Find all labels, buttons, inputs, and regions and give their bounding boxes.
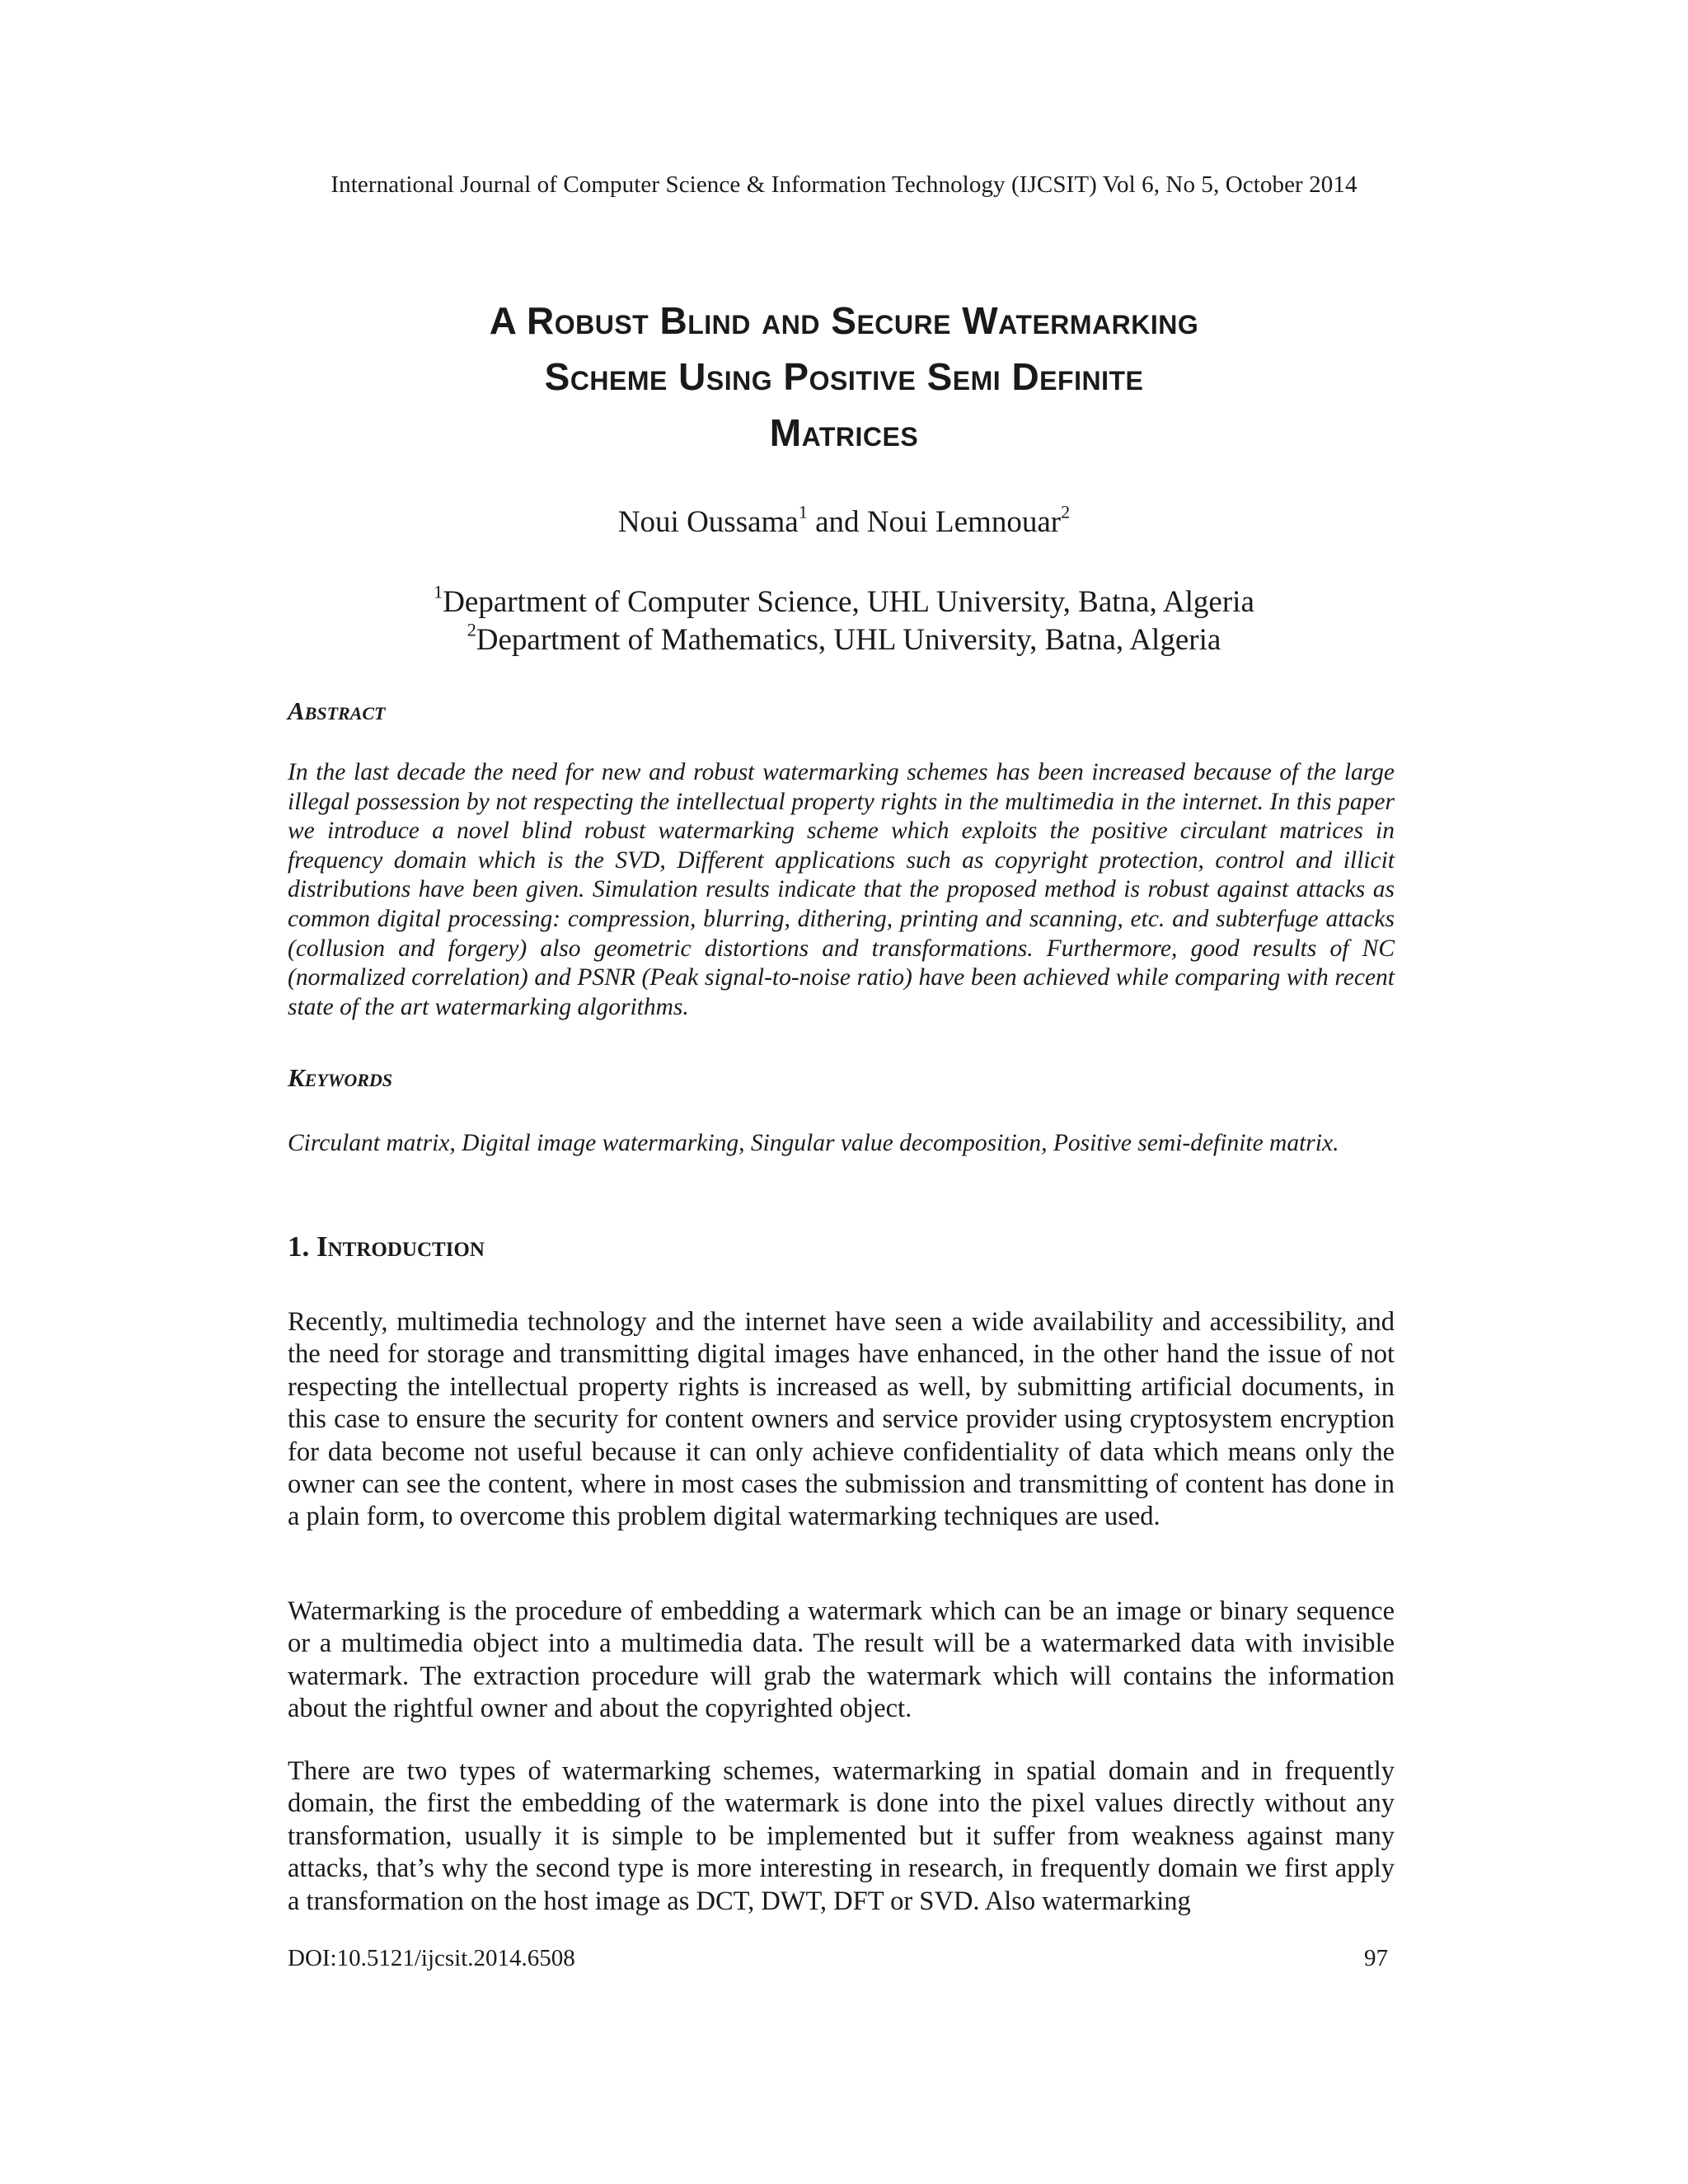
title-line-3: Matrices: [769, 411, 919, 454]
keywords-heading: Keywords: [288, 1063, 393, 1092]
abstract-heading: Abstract: [288, 696, 386, 725]
author-2-marker: 2: [1061, 501, 1071, 523]
author-1-name: Noui Oussama: [617, 505, 799, 539]
intro-paragraph-3: There are two types of watermarking schemes, watermarking in spatial domain and in frequently domain, the first the embedding of the watermark is done into the pixel values directly without any transformation, usually it is simple to be implemented but it suffer from weakness against many attacks, that’s why the second type is more interesting in research, in frequently domain we first apply a transformation on the host image as DCT, DWT, DFT or SVD. Also watermarking: [288, 1756, 1395, 1916]
affiliation-1-text: Department of Computer Science, UHL University, Batna, Algeria: [443, 585, 1254, 619]
keywords-text: Circulant matrix, Digital image watermarking, Singular value decomposition, Positive semi-definite matrix.: [288, 1130, 1339, 1156]
affiliation-2-marker: 2: [467, 619, 476, 640]
affiliation-2: [0, 621, 1688, 659]
author-1-marker: 1: [798, 501, 808, 523]
abstract-text: In the last decade the need for new and robust watermarking schemes has been increased because of the large illegal possession by not respecting the intellectual property rights in the multimedia in the internet. In this paper we introduce a novel blind robust watermarking scheme which exploits the positive circulant matrices in frequency domain which is the SVD, Different applications such as copyright protection, control and illicit distributions have been given. Simulation results indicate that the proposed method is robust against attacks as common digital processing: compression, blurring, dithering, printing and scanning, etc. and subterfuge attacks (collusion and forgery) also geometric distortions and transformations. Furthermore, good results of NC (normalized correlation) and PSNR (Peak signal-to-noise ratio) have been achieved while comparing with recent state of the art watermarking algorithms.: [288, 759, 1395, 1020]
intro-paragraph-2: Watermarking is the procedure of embedding a watermark which can be an image or binary sequence or a multimedia object into a multimedia data. The result will be a watermarked data with invisible watermark. The extraction procedure will grab the watermark which will contains the information about the rightful owner and about the copyrighted object.: [288, 1596, 1395, 1724]
affiliations: [0, 583, 1688, 659]
author-line: [0, 501, 1688, 540]
affiliation-1-marker: 1: [434, 581, 443, 602]
title-line-2: Scheme Using Positive Semi Definite: [544, 355, 1144, 398]
affiliation-1: [0, 583, 1688, 621]
author-separator: and: [807, 505, 867, 539]
affiliation-2-text: Department of Mathematics, UHL University, Batna, Algeria: [476, 623, 1221, 657]
intro-paragraph-1: Recently, multimedia technology and the internet have seen a wide availability and accessibility, and the need for storage and transmitting digital images have enhanced, in the other hand the issue of not respecting the intellectual property rights is increased as well, by submitting artificial documents, in this case to ensure the security for content owners and service provider using cryptosystem encryption for data become not useful because it can only achieve confidentiality of data which means only the owner can see the content, where in most cases the submission and transmitting of content has done in a plain form, to overcome this problem digital watermarking techniques are used.: [288, 1307, 1395, 1532]
introduction-heading: 1. Introduction: [288, 1230, 485, 1263]
author-2-name: Noui Lemnouar: [866, 505, 1062, 539]
title-line-1: A Robust Blind and Secure Watermarking: [489, 299, 1199, 342]
doi-footer[interactable]: DOI:10.5121/ijcsit.2014.6508: [288, 1945, 575, 1971]
running-header: International Journal of Computer Science & Information Technology (IJCSIT) Vol 6, No 5, October 2014: [331, 171, 1357, 198]
paper-title: [267, 293, 1421, 461]
page-number: 97: [1364, 1945, 1388, 1971]
